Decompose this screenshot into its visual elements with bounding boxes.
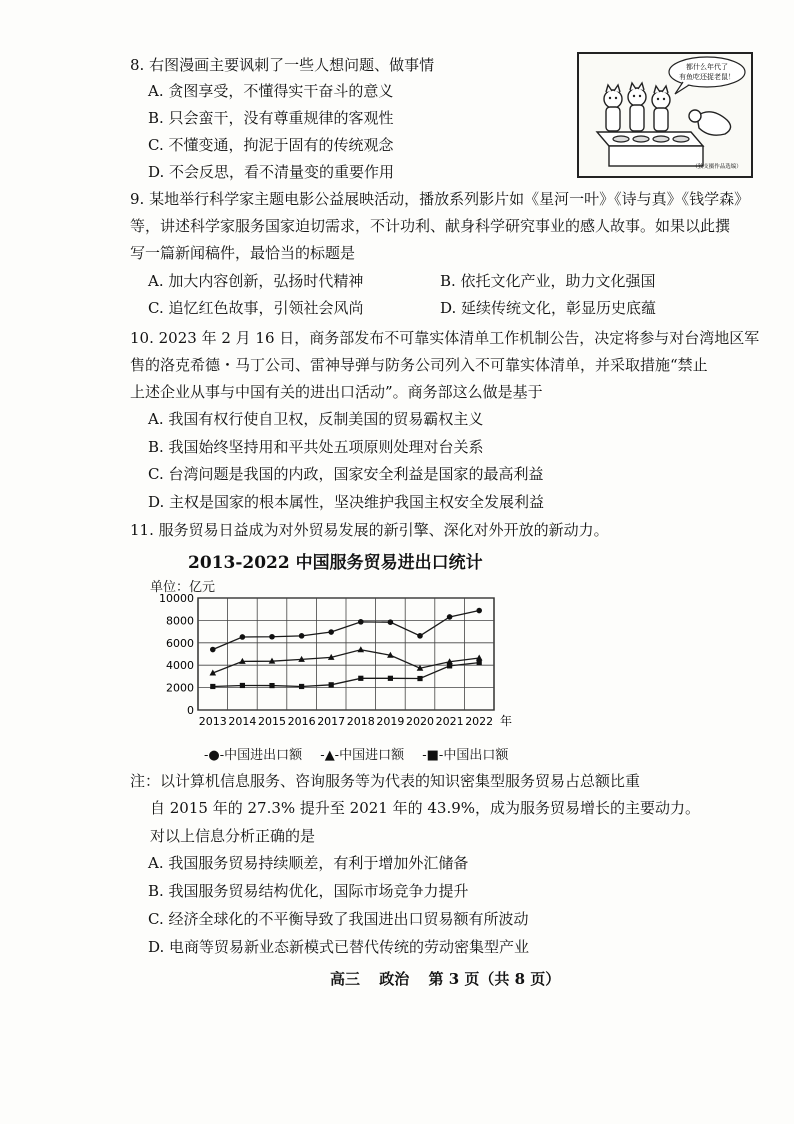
q8-option-c: C. 不懂变通，拘泥于固有的传统观念 — [148, 136, 394, 154]
point-1-5 — [358, 646, 365, 652]
q10-option-c: C. 台湾问题是我国的内政，国家安全利益是国家的最高利益 — [148, 465, 544, 483]
point-0-7 — [417, 633, 423, 639]
point-2-1 — [240, 683, 245, 688]
q11-note-line1: 注：以计算机信息服务、咨询服务等为代表的知识密集型服务贸易占总额比重 — [130, 772, 641, 790]
q8-option-a: A. 贪图享受，不懂得实干奋斗的意义 — [148, 82, 394, 100]
x-tick-label-8: 2021 — [435, 715, 464, 728]
chart-title: 2013-2022 中国服务贸易进出口统计 — [188, 553, 483, 573]
point-0-6 — [388, 619, 394, 625]
trade-line-chart — [140, 588, 520, 738]
footer-grade: 高三 — [330, 970, 361, 988]
q9-stem-line3: 写一篇新闻稿件，最恰当的标题是 — [130, 244, 356, 262]
x-tick-label-3: 2016 — [287, 715, 316, 728]
page-footer — [330, 968, 574, 989]
q11-note-line2: 自 2015 年的 27.3% 提升至 2021 年的 43.9%，成为服务贸易增长的主要动力。 — [150, 799, 701, 817]
x-tick-label-7: 2020 — [406, 715, 434, 728]
q11-prompt: 对以上信息分析正确的是 — [150, 827, 316, 845]
y-tick-label-1: 2000 — [166, 681, 194, 695]
y-tick-label-2: 4000 — [166, 659, 194, 673]
q11-option-d: D. 电商等贸易新业态新模式已替代传统的劳动密集型产业 — [148, 938, 530, 956]
x-tick-label-9: 2022 — [465, 715, 494, 728]
x-tick-label-2: 2015 — [258, 715, 286, 728]
q10-option-a: A. 我国有权行使自卫权，反制美国的贸易霸权主义 — [148, 410, 484, 428]
point-2-9 — [477, 660, 482, 665]
q9-option-a: A. 加大内容创新，弘扬时代精神 — [148, 272, 364, 290]
chart-unit-label: 单位：亿元 — [150, 580, 216, 595]
q11-stem: 11. 服务贸易日益成为对外贸易发展的新引擎、深化对外开放的新动力。 — [130, 521, 609, 539]
x-tick-label-6: 2019 — [376, 715, 405, 728]
q10-option-b: B. 我国始终坚持用和平共处五项原则处理对台关系 — [148, 438, 484, 456]
point-0-1 — [240, 634, 246, 640]
q11-option-a: A. 我国服务贸易持续顺差，有利于增加外汇储备 — [148, 854, 469, 872]
y-tick-label-5: 10000 — [159, 592, 194, 605]
point-0-9 — [476, 608, 482, 614]
cartoon-bubble-line1: 都什么年代了 — [686, 63, 728, 71]
legend-item-total: -●-中国进出口额 — [204, 748, 303, 763]
legend-item-export: -■-中国出口额 — [422, 748, 509, 763]
q10-option-d: D. 主权是国家的根本属性，坚决维护我国主权安全发展利益 — [148, 493, 545, 511]
q9-stem-line2: 等，讲述科学家服务国家迫切需求，不计功利、献身科学研究事业的感人故事。如果以此撰 — [130, 217, 731, 235]
x-tick-label-4: 2017 — [317, 715, 346, 728]
q10-stem-line3: 上述企业从事与中国有关的进出口活动”。商务部这么做是基于 — [130, 383, 543, 401]
q10-stem-line2: 售的洛克希德・马丁公司、雷神导弹与防务公司列入不可靠实体清单，并采取措施“禁止 — [130, 356, 708, 374]
point-0-4 — [328, 629, 334, 635]
q11-option-c: C. 经济全球化的不平衡导致了我国进出口贸易额有所波动 — [148, 910, 529, 928]
point-0-2 — [269, 634, 275, 640]
q8-option-b: B. 只会蛮干，没有尊重规律的客观性 — [148, 109, 394, 127]
q9-option-c: C. 追忆红色故事，引领社会风尚 — [148, 299, 364, 317]
q9-option-d: D. 延续传统文化，彰显历史底蕴 — [440, 299, 657, 317]
footer-page: 第 3 页（共 8 页） — [428, 970, 561, 988]
q9-option-b: B. 依托文化产业，助力文化强国 — [440, 272, 656, 290]
q8-stem: 8. 右图漫画主要讽刺了一些人想问题、做事情 — [130, 56, 435, 74]
chart-legend — [204, 744, 522, 763]
point-2-0 — [210, 684, 215, 689]
cartoon-bubble-line2: 有鱼吃还捉老鼠！ — [679, 73, 735, 81]
point-0-0 — [210, 647, 216, 653]
point-2-3 — [299, 684, 304, 689]
cartoon-credit: （独支摄作品选编） — [692, 164, 742, 170]
cartoon-drawing — [579, 54, 751, 176]
point-0-5 — [358, 619, 364, 625]
q8-cartoon — [577, 52, 753, 178]
point-1-9 — [476, 655, 483, 661]
point-0-8 — [447, 614, 453, 620]
x-tick-label-1: 2014 — [228, 715, 257, 728]
x-tick-label-5: 2018 — [346, 715, 375, 728]
x-tick-label-0: 2013 — [198, 715, 227, 728]
point-2-8 — [447, 663, 452, 668]
y-tick-label-0: 0 — [187, 704, 194, 717]
point-2-6 — [388, 676, 393, 681]
y-tick-label-3: 6000 — [166, 636, 194, 650]
footer-subject: 政治 — [379, 970, 410, 988]
q10-stem-line1: 10. 2023 年 2 月 16 日，商务部发布不可靠实体清单工作机制公告，决定将参与对台湾地区军 — [130, 329, 760, 347]
q9-stem-line1: 9. 某地举行科学家主题电影公益展映活动，播放系列影片如《星河一叶》《诗与真》《钱学森》 — [130, 190, 750, 208]
legend-item-import: -▲-中国进口额 — [320, 748, 405, 763]
point-2-5 — [358, 676, 363, 681]
point-0-3 — [299, 633, 305, 639]
point-2-4 — [329, 682, 334, 687]
point-2-2 — [269, 683, 274, 688]
q11-option-b: B. 我国服务贸易结构优化，国际市场竞争力提升 — [148, 882, 469, 900]
point-2-7 — [417, 676, 422, 681]
q8-option-d: D. 不会反思，看不清量变的重要作用 — [148, 163, 395, 181]
y-tick-label-4: 8000 — [166, 614, 194, 628]
x-axis-label: 年 — [500, 714, 513, 728]
